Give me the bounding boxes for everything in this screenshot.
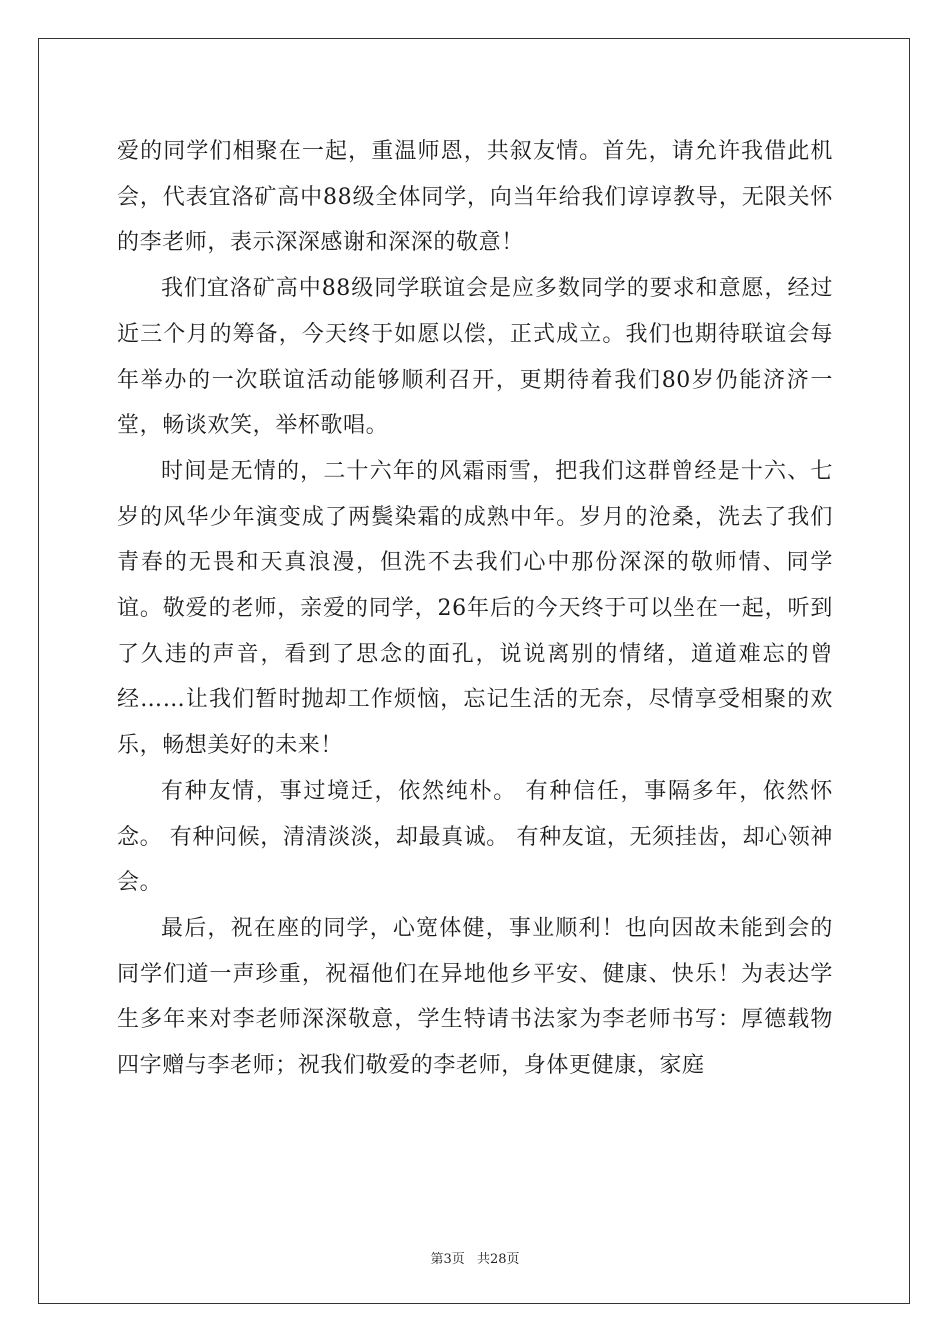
paragraph-1: 爱的同学们相聚在一起，重温师恩，共叙友情。首先，请允许我借此机会，代表宜洛矿高中88级全体同学，向当年给我们谆谆教导，无限关怀的李老师，表示深深感谢和深深的敬意！ bbox=[117, 139, 833, 256]
paragraph-5: 最后，祝在座的同学，心宽体健，事业顺利！也向因故未能到会的同学们道一声珍重，祝福他们在异地他乡平安、健康、快乐！为表达学生多年来对李老师深深敬意，学生特请书法家为李老师书写：厚德载物 四字赠与李老师；祝我们敬爱的李老师，身体更健康，家庭 bbox=[117, 915, 833, 1079]
paragraph-2: 我们宜洛矿高中88级同学联谊会是应多数同学的要求和意愿，经过近三个月的筹备，今天终于如愿以偿，正式成立。我们也期待联谊会每年举办的一次联谊活动能够顺利召开，更期待着我们80岁仍能济济一堂，畅谈欢笑，举杯歌唱。 bbox=[117, 276, 833, 439]
page-footer bbox=[0, 1248, 950, 1267]
page-number: 第3页 bbox=[430, 1252, 465, 1267]
document-body bbox=[117, 129, 833, 1089]
paragraph-4: 有种友情，事过境迁，依然纯朴。 有种信任，事隔多年，依然怀念。 有种问候，清清淡淡，却最真诚。 有种友谊，无须挂齿，却心领神会。 bbox=[117, 778, 833, 896]
paragraph-3: 时间是无情的，二十六年的风霜雨雪，把我们这群曾经是十六、七岁的风华少年演变成了两鬓染霜的成熟中年。岁月的沧桑，洗去了我们青春的无畏和天真浪漫，但洗不去我们心中那份深深的敬师情、同学谊。敬爱的老师，亲爱的同学，26年后的今天终于可以坐在一起，听到了久违的声音，看到了思念的面孔，说说离别的情绪，道道难忘的曾经……让我们暂时抛却工作烦恼，忘记生活的无奈，尽情享受相聚的欢乐，畅想美好的未来！ bbox=[117, 458, 833, 759]
total-pages: 共28页 bbox=[476, 1252, 520, 1267]
